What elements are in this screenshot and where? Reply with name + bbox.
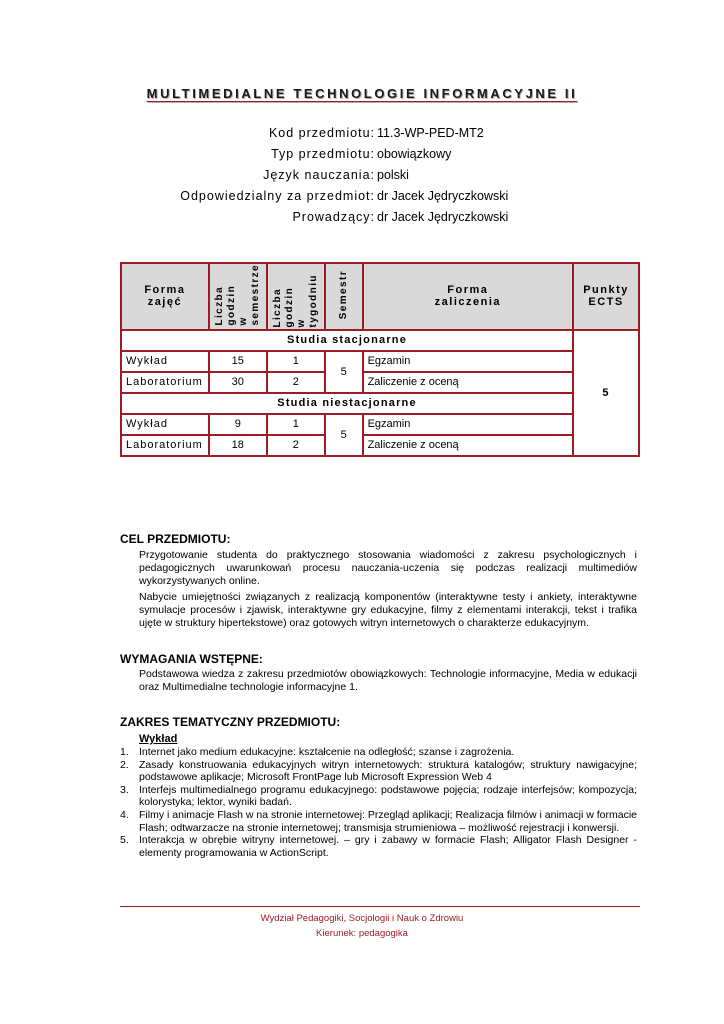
header-forma-zajec: Forma zajęć: [121, 263, 209, 330]
header-semestr: Semestr: [325, 263, 363, 330]
table-header-row: [121, 263, 639, 330]
footer-field: Kierunek: pedagogika: [316, 928, 408, 939]
cel-paragraph-2: Nabycie umiejętności związanych z realizacją komponentów (interaktywne testy i ankiety, interaktywne symulacje procesów i zjawisk, interaktywne gry edukacyjne, filmy z elementami interakcji, tekst i trafika ujęte w struktury hipertekstowe) oraz gotowych witryn internetowych o charakterze edukacyjnym.: [139, 591, 637, 629]
footer-faculty: Wydział Pedagogiki, Socjologii i Nauk o Zdrowiu: [260, 913, 464, 924]
list-item: 1. Internet jako medium edukacyjne: kształcenie na odległość; szanse i zagrożenia.: [120, 746, 515, 758]
wymagania-paragraph: Podstawowa wiedza z zakresu przedmiotów obowiązkowych: Technologie informacyjne, Media w edukacji oraz Multimedialne technologie informacyjne 1.: [139, 668, 637, 693]
footer-divider: [120, 906, 640, 907]
wymagania-heading: WYMAGANIA WSTĘPNE:: [120, 652, 263, 666]
table-row: Wykład 9 1 5 Egzamin: [121, 414, 639, 435]
header-godziny-semestr: Liczba godzin w semestrze: [209, 263, 267, 330]
meta-row-typ: Typ przedmiotu: obowiązkowy: [271, 147, 452, 161]
meta-row-prowadzacy: Prowadzący: dr Jacek Jędryczkowski: [292, 210, 509, 224]
table-row: Laboratorium 30 2 Zaliczenie z oceną: [121, 372, 639, 393]
cel-heading: CEL PRZEDMIOTU:: [120, 532, 231, 546]
meta-row-kod: Kod przedmiotu: 11.3-WP-PED-MT2: [268, 126, 484, 140]
list-item: 4. Filmy i animacje Flash w na stronie internetowej: Przegląd aplikacji; Realizacja filmów i animacji w formacie Flash; odtwarzacze na stronie internetowej; transmisja strumieniowa – możliwość rejestracji i konwersji.: [120, 808, 637, 834]
course-meta: [100, 126, 620, 231]
zakres-subheading: Wykład: [139, 733, 178, 745]
document-title: MULTIMEDIALNE TECHNOLOGIE INFORMACYJNE II: [146, 86, 578, 101]
semestr-value: 5: [325, 351, 363, 393]
list-item: 5. Interakcja w obrębie witryny internetowej. – gry i zabawy w formacie Flash; Alligator Flash Designer - elementy programowania w ActionScript.: [120, 834, 637, 859]
table-row: Wykład 15 1 5 Egzamin: [121, 351, 639, 372]
topic-list: [120, 746, 637, 859]
zakres-heading: ZAKRES TEMATYCZNY PRZEDMIOTU:: [120, 715, 341, 729]
schedule-table: [120, 262, 640, 457]
cel-paragraph-1: Przygotowanie studenta do praktycznego stosowania wiadomości z zakresu psychologicznych i pedagogicznych uwarunkowań procesu nauczania-uczenia się podczas realizacji multimediów wykorzystywanych online.: [139, 549, 637, 587]
meta-row-jezyk: Język nauczania: polski: [263, 168, 409, 182]
list-item: 3. Interfejs multimedialnego programu edukacyjnego: podstawowe pojęcia; rodzaje interfejsów; kompozycja; kolorystyka; lektor, wyniki badań.: [120, 783, 637, 809]
header-godziny-tydzien: Liczba godzin w tygodniu: [267, 263, 325, 330]
section-stacjonarne: Studia stacjonarne 5: [121, 330, 639, 351]
section-niestacjonarne: Studia niestacjonarne: [121, 393, 639, 414]
ects-value: 5: [573, 330, 639, 456]
meta-row-odpowiedzialny: Odpowiedzialny za przedmiot: dr Jacek Jędryczkowski: [180, 189, 509, 203]
semestr-value: 5: [325, 414, 363, 456]
table-row: Laboratorium 18 2 Zaliczenie z oceną: [121, 435, 639, 456]
header-ects: Punkty ECTS: [573, 263, 639, 330]
list-item: 2. Zasady konstruowania edukacyjnych witryn internetowych: struktura katalogów; struktury nawigacyjne; podstawowe aplikacje; Microsoft FrontPage lub Microsoft Expression Web 4: [120, 758, 637, 784]
header-forma-zaliczenia: Forma zaliczenia: [363, 263, 574, 330]
